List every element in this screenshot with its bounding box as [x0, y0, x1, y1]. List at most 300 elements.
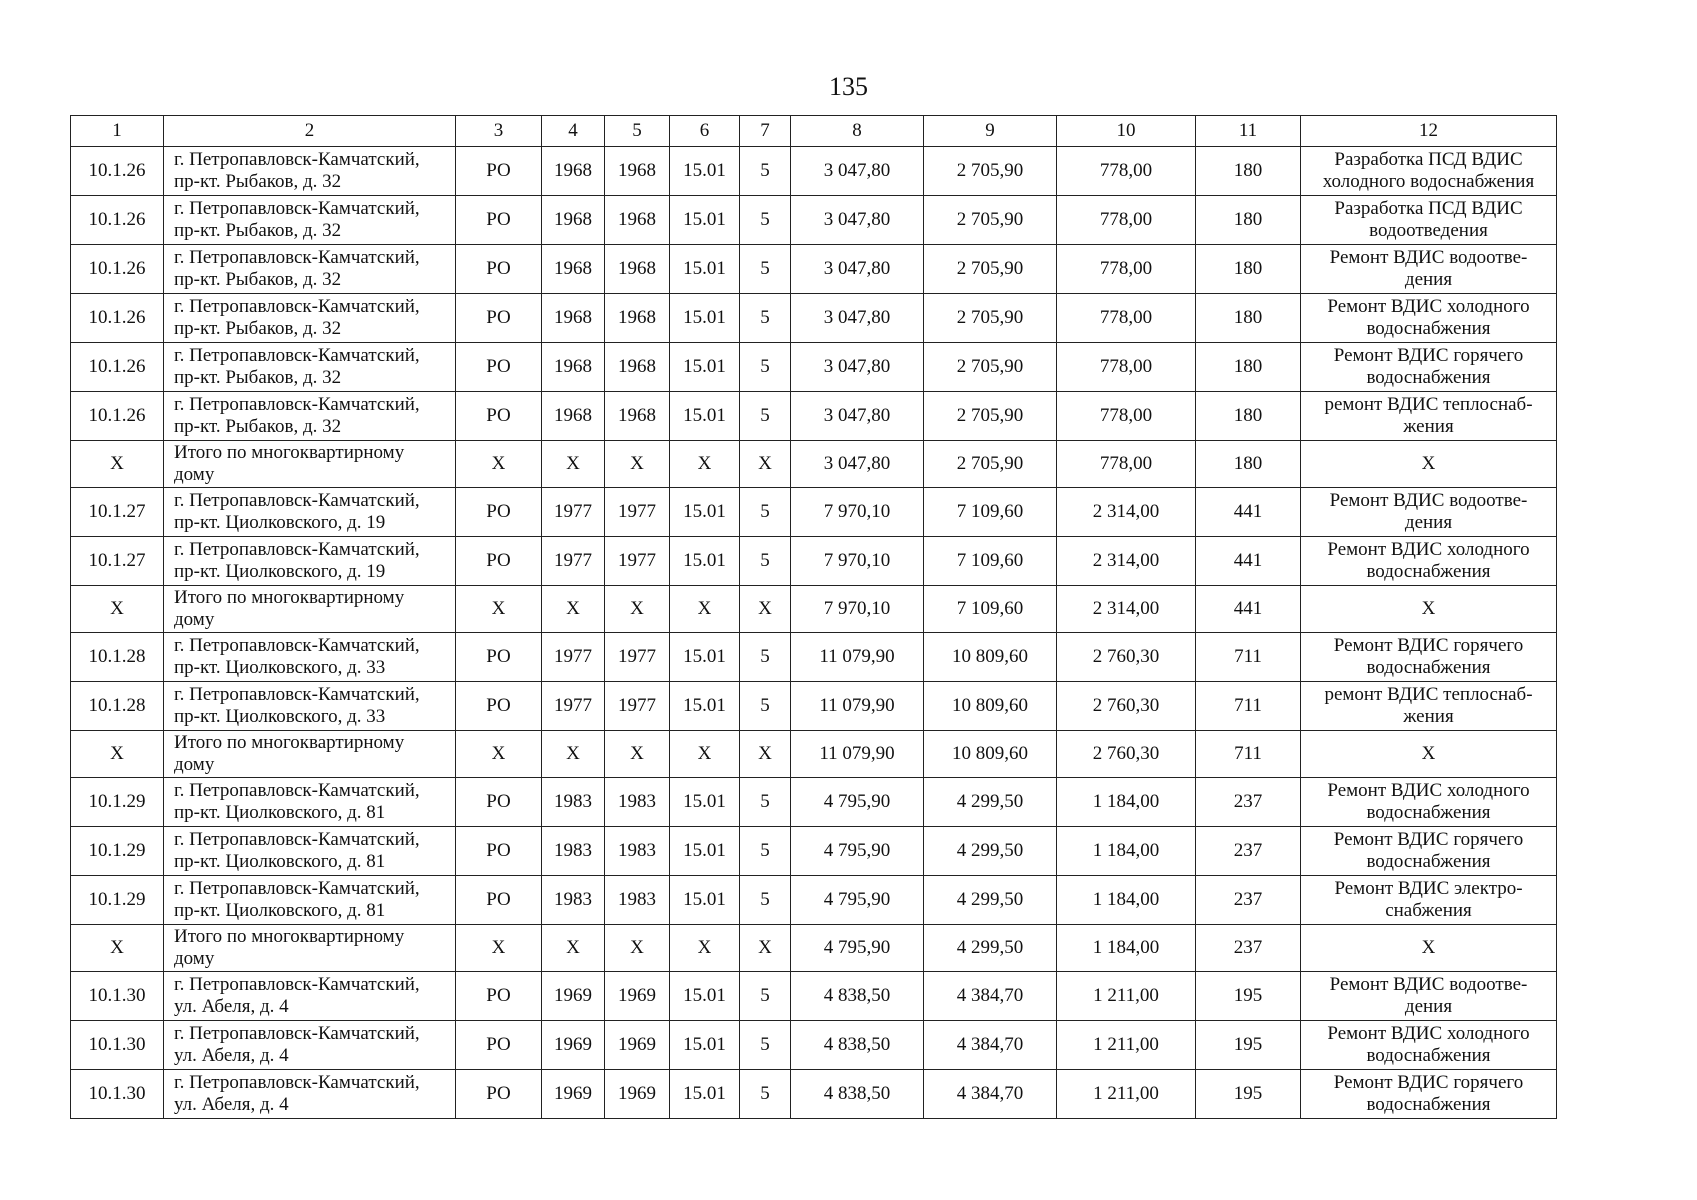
- year-commissioned-cell: 1968: [605, 343, 670, 392]
- year-built-cell: 1968: [542, 343, 605, 392]
- work-type-line-1: Ремонт ВДИС электро-: [1334, 878, 1523, 899]
- address-line-2: дому: [174, 609, 215, 630]
- year-commissioned-cell: 1968: [605, 294, 670, 343]
- column-number-row: [71, 116, 1557, 147]
- address-line-1: г. Петропавловск-Камчатский,: [174, 345, 420, 366]
- row-code-cell: 10.1.26: [71, 392, 164, 441]
- work-type-line-2: водоотведения: [1369, 220, 1488, 241]
- ownership-cell: РО: [456, 294, 542, 343]
- floors-cell: 5: [740, 392, 791, 441]
- table-row: [71, 196, 1557, 245]
- row-code-cell: 10.1.26: [71, 294, 164, 343]
- work-type-cell: [1301, 586, 1557, 633]
- repair-program-table: [70, 115, 1557, 1119]
- wall-material-cell: 15.01: [670, 972, 740, 1021]
- year-commissioned-cell: X: [605, 441, 670, 488]
- row-code-cell: 10.1.29: [71, 876, 164, 925]
- work-type-line-1: Ремонт ВДИС горячего: [1333, 829, 1524, 850]
- work-type-line-2: водоснабжения: [1366, 802, 1491, 823]
- address-line-2: пр-кт. Рыбаков, д. 32: [174, 416, 342, 437]
- work-type-line-1: Ремонт ВДИС холодного: [1327, 780, 1530, 801]
- year-built-cell: X: [542, 731, 605, 778]
- total-row: [71, 731, 1557, 778]
- living-area-cell: 4 384,70: [924, 1070, 1057, 1119]
- wall-material-cell: 15.01: [670, 827, 740, 876]
- address-cell: [164, 876, 456, 925]
- address-line-1: г. Петропавловск-Камчатский,: [174, 635, 420, 656]
- work-type-line-1: Ремонт ВДИС холодного: [1327, 539, 1530, 560]
- address-line-2: пр-кт. Рыбаков, д. 32: [174, 220, 342, 241]
- row-code-cell: 10.1.26: [71, 147, 164, 196]
- ownership-cell: РО: [456, 827, 542, 876]
- owned-area-cell: 1 184,00: [1057, 925, 1196, 972]
- owned-area-cell: 2 314,00: [1057, 488, 1196, 537]
- work-type-line-2: жения: [1403, 706, 1454, 727]
- living-area-cell: 4 299,50: [924, 925, 1057, 972]
- address-line-2: пр-кт. Рыбаков, д. 32: [174, 367, 342, 388]
- table-row: [71, 392, 1557, 441]
- total-area-cell: 3 047,80: [791, 441, 924, 488]
- owned-area-cell: 778,00: [1057, 343, 1196, 392]
- address-cell: [164, 294, 456, 343]
- ownership-cell: РО: [456, 343, 542, 392]
- total-area-cell: 4 838,50: [791, 972, 924, 1021]
- year-commissioned-cell: 1977: [605, 633, 670, 682]
- wall-material-cell: 15.01: [670, 876, 740, 925]
- wall-material-cell: 15.01: [670, 1070, 740, 1119]
- work-type-line-1: Ремонт ВДИС горячего: [1333, 345, 1524, 366]
- floors-cell: 5: [740, 972, 791, 1021]
- address-line-1: г. Петропавловск-Камчатский,: [174, 684, 420, 705]
- work-type-line-2: водоснабжения: [1366, 561, 1491, 582]
- year-built-cell: 1983: [542, 876, 605, 925]
- row-code-cell: 10.1.29: [71, 778, 164, 827]
- work-type-cell: [1301, 682, 1557, 731]
- address-line-1: г. Петропавловск-Камчатский,: [174, 296, 420, 317]
- address-cell: [164, 537, 456, 586]
- total-area-cell: 3 047,80: [791, 343, 924, 392]
- table-row: [71, 537, 1557, 586]
- address-line-2: ул. Абеля, д. 4: [174, 996, 289, 1017]
- address-line-1: г. Петропавловск-Камчатский,: [174, 490, 420, 511]
- floors-cell: X: [740, 586, 791, 633]
- work-type-line-1: Ремонт ВДИС холодного: [1327, 1023, 1530, 1044]
- ownership-cell: РО: [456, 537, 542, 586]
- row-code-cell: 10.1.27: [71, 537, 164, 586]
- column-header: 12: [1301, 116, 1557, 147]
- table-row: [71, 876, 1557, 925]
- wall-material-cell: 15.01: [670, 196, 740, 245]
- total-area-cell: 4 795,90: [791, 876, 924, 925]
- ownership-cell: РО: [456, 196, 542, 245]
- table-row: [71, 1070, 1557, 1119]
- address-cell: [164, 147, 456, 196]
- row-code-cell: 10.1.28: [71, 682, 164, 731]
- address-line-2: пр-кт. Циолковского, д. 33: [174, 706, 386, 727]
- work-type-cell: [1301, 196, 1557, 245]
- work-type-cell: [1301, 343, 1557, 392]
- address-cell: [164, 731, 456, 778]
- wall-material-cell: X: [670, 925, 740, 972]
- work-type-cell: [1301, 245, 1557, 294]
- row-code-cell: 10.1.26: [71, 245, 164, 294]
- ownership-cell: РО: [456, 682, 542, 731]
- wall-material-cell: 15.01: [670, 294, 740, 343]
- living-area-cell: 2 705,90: [924, 441, 1057, 488]
- address-line-2: ул. Абеля, д. 4: [174, 1045, 289, 1066]
- floors-cell: 5: [740, 633, 791, 682]
- address-line-1: Итого по многоквартирному: [174, 926, 405, 947]
- address-line-1: Итого по многоквартирному: [174, 732, 405, 753]
- address-cell: [164, 778, 456, 827]
- floors-cell: 5: [740, 294, 791, 343]
- floors-cell: 5: [740, 196, 791, 245]
- column-header: 8: [791, 116, 924, 147]
- table-row: [71, 778, 1557, 827]
- address-line-2: пр-кт. Циолковского, д. 19: [174, 512, 386, 533]
- address-line-1: г. Петропавловск-Камчатский,: [174, 878, 420, 899]
- work-type-line-2: дения: [1404, 512, 1453, 533]
- address-cell: [164, 1070, 456, 1119]
- row-code-cell: X: [71, 586, 164, 633]
- living-area-cell: 2 705,90: [924, 196, 1057, 245]
- wall-material-cell: 15.01: [670, 633, 740, 682]
- row-code-cell: 10.1.30: [71, 972, 164, 1021]
- living-area-cell: 2 705,90: [924, 294, 1057, 343]
- living-area-cell: 2 705,90: [924, 392, 1057, 441]
- address-line-2: пр-кт. Циолковского, д. 33: [174, 657, 386, 678]
- work-type-line-1: X: [1421, 598, 1436, 619]
- ownership-cell: РО: [456, 778, 542, 827]
- table-body: [71, 116, 1557, 1119]
- work-type-line-1: X: [1421, 937, 1436, 958]
- year-commissioned-cell: 1983: [605, 778, 670, 827]
- year-built-cell: 1969: [542, 1021, 605, 1070]
- owned-area-cell: 778,00: [1057, 441, 1196, 488]
- address-line-2: дому: [174, 754, 215, 775]
- total-area-cell: 3 047,80: [791, 245, 924, 294]
- living-area-cell: 7 109,60: [924, 537, 1057, 586]
- floors-cell: 5: [740, 488, 791, 537]
- address-line-2: пр-кт. Циолковского, д. 81: [174, 900, 386, 921]
- residents-cell: 180: [1196, 196, 1301, 245]
- year-commissioned-cell: X: [605, 731, 670, 778]
- owned-area-cell: 1 184,00: [1057, 876, 1196, 925]
- address-cell: [164, 586, 456, 633]
- wall-material-cell: 15.01: [670, 392, 740, 441]
- floors-cell: 5: [740, 827, 791, 876]
- total-row: [71, 925, 1557, 972]
- owned-area-cell: 1 184,00: [1057, 778, 1196, 827]
- year-commissioned-cell: 1968: [605, 147, 670, 196]
- owned-area-cell: 778,00: [1057, 392, 1196, 441]
- work-type-cell: [1301, 392, 1557, 441]
- ownership-cell: X: [456, 731, 542, 778]
- work-type-line-1: Ремонт ВДИС горячего: [1333, 1072, 1524, 1093]
- column-header: 7: [740, 116, 791, 147]
- residents-cell: 237: [1196, 876, 1301, 925]
- ownership-cell: РО: [456, 488, 542, 537]
- work-type-line-1: ремонт ВДИС теплоснаб-: [1324, 684, 1533, 705]
- year-commissioned-cell: 1977: [605, 682, 670, 731]
- wall-material-cell: 15.01: [670, 682, 740, 731]
- work-type-line-2: водоснабжения: [1366, 1045, 1491, 1066]
- work-type-line-1: Ремонт ВДИС горячего: [1333, 635, 1524, 656]
- work-type-cell: [1301, 972, 1557, 1021]
- work-type-line-2: водоснабжения: [1366, 1094, 1491, 1115]
- wall-material-cell: 15.01: [670, 147, 740, 196]
- total-row: [71, 586, 1557, 633]
- row-code-cell: 10.1.28: [71, 633, 164, 682]
- total-area-cell: 4 838,50: [791, 1021, 924, 1070]
- work-type-line-2: водоснабжения: [1366, 367, 1491, 388]
- floors-cell: 5: [740, 537, 791, 586]
- total-area-cell: 3 047,80: [791, 294, 924, 343]
- year-commissioned-cell: 1968: [605, 392, 670, 441]
- table-row: [71, 633, 1557, 682]
- work-type-line-2: дения: [1404, 269, 1453, 290]
- total-area-cell: 11 079,90: [791, 731, 924, 778]
- address-line-2: пр-кт. Циолковского, д. 19: [174, 561, 386, 582]
- address-cell: [164, 392, 456, 441]
- work-type-cell: [1301, 1021, 1557, 1070]
- column-header: 10: [1057, 116, 1196, 147]
- floors-cell: 5: [740, 876, 791, 925]
- year-built-cell: 1983: [542, 827, 605, 876]
- living-area-cell: 10 809,60: [924, 633, 1057, 682]
- floors-cell: 5: [740, 1021, 791, 1070]
- address-line-2: пр-кт. Рыбаков, д. 32: [174, 318, 342, 339]
- address-cell: [164, 972, 456, 1021]
- residents-cell: 441: [1196, 488, 1301, 537]
- residents-cell: 195: [1196, 1070, 1301, 1119]
- year-commissioned-cell: X: [605, 925, 670, 972]
- address-cell: [164, 1021, 456, 1070]
- year-commissioned-cell: 1968: [605, 196, 670, 245]
- ownership-cell: РО: [456, 245, 542, 294]
- year-built-cell: 1968: [542, 392, 605, 441]
- work-type-cell: [1301, 731, 1557, 778]
- work-type-line-2: водоснабжения: [1366, 657, 1491, 678]
- living-area-cell: 10 809,60: [924, 731, 1057, 778]
- work-type-line-1: Ремонт ВДИС водоотве-: [1329, 247, 1528, 268]
- floors-cell: X: [740, 731, 791, 778]
- total-area-cell: 4 838,50: [791, 1070, 924, 1119]
- work-type-cell: [1301, 876, 1557, 925]
- total-area-cell: 3 047,80: [791, 196, 924, 245]
- address-line-1: г. Петропавловск-Камчатский,: [174, 829, 420, 850]
- owned-area-cell: 2 760,30: [1057, 682, 1196, 731]
- wall-material-cell: 15.01: [670, 1021, 740, 1070]
- living-area-cell: 7 109,60: [924, 586, 1057, 633]
- work-type-cell: [1301, 1070, 1557, 1119]
- work-type-line-2: дения: [1404, 996, 1453, 1017]
- address-cell: [164, 196, 456, 245]
- wall-material-cell: X: [670, 586, 740, 633]
- owned-area-cell: 1 211,00: [1057, 1070, 1196, 1119]
- row-code-cell: X: [71, 731, 164, 778]
- table-row: [71, 972, 1557, 1021]
- residents-cell: 180: [1196, 392, 1301, 441]
- year-commissioned-cell: 1969: [605, 1070, 670, 1119]
- owned-area-cell: 778,00: [1057, 147, 1196, 196]
- work-type-cell: [1301, 633, 1557, 682]
- address-line-1: г. Петропавловск-Камчатский,: [174, 149, 420, 170]
- year-built-cell: 1977: [542, 682, 605, 731]
- table-row: [71, 294, 1557, 343]
- row-code-cell: 10.1.30: [71, 1021, 164, 1070]
- floors-cell: 5: [740, 778, 791, 827]
- total-area-cell: 7 970,10: [791, 537, 924, 586]
- work-type-line-1: Разработка ПСД ВДИС: [1334, 198, 1523, 219]
- owned-area-cell: 778,00: [1057, 196, 1196, 245]
- owned-area-cell: 778,00: [1057, 245, 1196, 294]
- year-built-cell: 1977: [542, 537, 605, 586]
- total-row: [71, 441, 1557, 488]
- floors-cell: X: [740, 925, 791, 972]
- ownership-cell: РО: [456, 147, 542, 196]
- total-area-cell: 3 047,80: [791, 392, 924, 441]
- residents-cell: 237: [1196, 925, 1301, 972]
- column-header: 2: [164, 116, 456, 147]
- address-line-1: г. Петропавловск-Камчатский,: [174, 539, 420, 560]
- floors-cell: 5: [740, 682, 791, 731]
- address-line-1: г. Петропавловск-Камчатский,: [174, 1072, 420, 1093]
- address-line-1: г. Петропавловск-Камчатский,: [174, 974, 420, 995]
- year-built-cell: 1969: [542, 1070, 605, 1119]
- year-commissioned-cell: 1983: [605, 827, 670, 876]
- living-area-cell: 2 705,90: [924, 245, 1057, 294]
- row-code-cell: X: [71, 441, 164, 488]
- row-code-cell: 10.1.26: [71, 343, 164, 392]
- floors-cell: 5: [740, 343, 791, 392]
- row-code-cell: 10.1.26: [71, 196, 164, 245]
- work-type-cell: [1301, 441, 1557, 488]
- work-type-line-1: ремонт ВДИС теплоснаб-: [1324, 394, 1533, 415]
- owned-area-cell: 2 760,30: [1057, 731, 1196, 778]
- living-area-cell: 4 384,70: [924, 1021, 1057, 1070]
- table-row: [71, 1021, 1557, 1070]
- year-built-cell: 1968: [542, 196, 605, 245]
- work-type-line-1: X: [1421, 453, 1436, 474]
- living-area-cell: 2 705,90: [924, 343, 1057, 392]
- owned-area-cell: 2 314,00: [1057, 537, 1196, 586]
- living-area-cell: 2 705,90: [924, 147, 1057, 196]
- address-line-1: г. Петропавловск-Камчатский,: [174, 394, 420, 415]
- residents-cell: 180: [1196, 147, 1301, 196]
- wall-material-cell: X: [670, 731, 740, 778]
- floors-cell: 5: [740, 245, 791, 294]
- column-header: 4: [542, 116, 605, 147]
- address-cell: [164, 682, 456, 731]
- address-line-1: г. Петропавловск-Камчатский,: [174, 198, 420, 219]
- work-type-cell: [1301, 488, 1557, 537]
- residents-cell: 441: [1196, 586, 1301, 633]
- work-type-line-2: водоснабжения: [1366, 318, 1491, 339]
- year-built-cell: 1968: [542, 245, 605, 294]
- work-type-cell: [1301, 147, 1557, 196]
- wall-material-cell: 15.01: [670, 537, 740, 586]
- residents-cell: 180: [1196, 245, 1301, 294]
- owned-area-cell: 778,00: [1057, 294, 1196, 343]
- row-code-cell: 10.1.27: [71, 488, 164, 537]
- year-built-cell: 1983: [542, 778, 605, 827]
- wall-material-cell: 15.01: [670, 778, 740, 827]
- work-type-line-2: холодного водоснабжения: [1322, 171, 1535, 192]
- ownership-cell: РО: [456, 972, 542, 1021]
- address-cell: [164, 925, 456, 972]
- column-header: 5: [605, 116, 670, 147]
- column-header: 3: [456, 116, 542, 147]
- year-built-cell: 1968: [542, 294, 605, 343]
- owned-area-cell: 1 211,00: [1057, 972, 1196, 1021]
- page-number: 135: [829, 72, 868, 101]
- year-commissioned-cell: 1969: [605, 972, 670, 1021]
- residents-cell: 441: [1196, 537, 1301, 586]
- column-header: 6: [670, 116, 740, 147]
- address-cell: [164, 827, 456, 876]
- residents-cell: 711: [1196, 731, 1301, 778]
- owned-area-cell: 2 314,00: [1057, 586, 1196, 633]
- address-line-2: пр-кт. Циолковского, д. 81: [174, 802, 386, 823]
- floors-cell: X: [740, 441, 791, 488]
- work-type-line-2: водоснабжения: [1366, 851, 1491, 872]
- table-row: [71, 827, 1557, 876]
- year-built-cell: 1969: [542, 972, 605, 1021]
- living-area-cell: 7 109,60: [924, 488, 1057, 537]
- address-line-2: пр-кт. Циолковского, д. 81: [174, 851, 386, 872]
- ownership-cell: X: [456, 441, 542, 488]
- work-type-line-2: жения: [1403, 416, 1454, 437]
- wall-material-cell: 15.01: [670, 343, 740, 392]
- work-type-cell: [1301, 925, 1557, 972]
- table-row: [71, 682, 1557, 731]
- residents-cell: 180: [1196, 343, 1301, 392]
- ownership-cell: РО: [456, 1021, 542, 1070]
- address-line-2: пр-кт. Рыбаков, д. 32: [174, 269, 342, 290]
- work-type-cell: [1301, 537, 1557, 586]
- year-built-cell: X: [542, 441, 605, 488]
- residents-cell: 711: [1196, 682, 1301, 731]
- residents-cell: 711: [1196, 633, 1301, 682]
- wall-material-cell: X: [670, 441, 740, 488]
- year-commissioned-cell: 1977: [605, 537, 670, 586]
- table-row: [71, 147, 1557, 196]
- address-cell: [164, 488, 456, 537]
- address-line-1: г. Петропавловск-Камчатский,: [174, 1023, 420, 1044]
- year-commissioned-cell: 1969: [605, 1021, 670, 1070]
- living-area-cell: 4 299,50: [924, 827, 1057, 876]
- total-area-cell: 11 079,90: [791, 682, 924, 731]
- address-cell: [164, 441, 456, 488]
- wall-material-cell: 15.01: [670, 245, 740, 294]
- total-area-cell: 7 970,10: [791, 586, 924, 633]
- address-line-2: дому: [174, 464, 215, 485]
- work-type-cell: [1301, 294, 1557, 343]
- table-row: [71, 245, 1557, 294]
- table-row: [71, 343, 1557, 392]
- work-type-line-1: Разработка ПСД ВДИС: [1334, 149, 1523, 170]
- work-type-line-1: Ремонт ВДИС холодного: [1327, 296, 1530, 317]
- ownership-cell: РО: [456, 633, 542, 682]
- residents-cell: 180: [1196, 441, 1301, 488]
- floors-cell: 5: [740, 1070, 791, 1119]
- column-header: 11: [1196, 116, 1301, 147]
- total-area-cell: 7 970,10: [791, 488, 924, 537]
- ownership-cell: X: [456, 925, 542, 972]
- row-code-cell: X: [71, 925, 164, 972]
- work-type-cell: [1301, 827, 1557, 876]
